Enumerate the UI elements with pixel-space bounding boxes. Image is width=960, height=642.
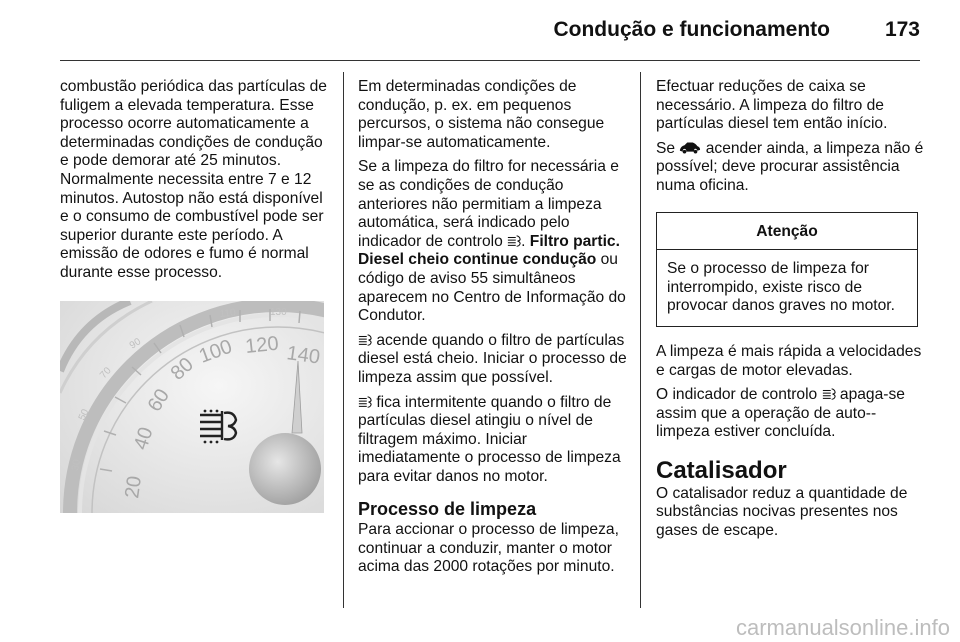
page-number: 173 (884, 18, 920, 41)
diesel-particle-filter-icon (507, 234, 521, 248)
column-divider (640, 72, 641, 608)
paragraph: Em determinadas condições de condução, p. ex. em pequenos percursos, o sistema não consegue limpar-se automaticamente. (358, 78, 605, 151)
diesel-particle-filter-icon (358, 395, 372, 409)
paragraph: Efectuar reduções de caixa se necessário. A limpeza do filtro de partículas diesel tem então início. (656, 78, 888, 133)
driver-message-text: Filtro partic. Diesel cheio continue condução (358, 232, 620, 269)
paragraph-text: acende quando o filtro de partículas diesel está cheio. Iniciar o processo de limpeza assim que possível. (358, 331, 627, 386)
paragraph-text: fica intermitente quando o filtro de partículas diesel atingiu o nível de filtragem máximo. Iniciar imediatamente o processo de limpeza para evitar danos no motor. (358, 393, 621, 485)
diesel-particle-filter-icon (822, 387, 836, 401)
gauge-label: 110 (219, 306, 237, 320)
paragraph: Para accionar o processo de limpeza, continuar a conduzir, manter o motor acima das 2000 rotações por minuto. (358, 521, 619, 576)
gauge-label: 140 (285, 341, 322, 369)
paragraph (358, 332, 628, 388)
subsection-heading: Processo de limpeza (358, 499, 537, 520)
gauge-label: 80 (166, 353, 198, 385)
paragraph-text: acender ainda, a limpeza não é possível; deve procurar assistência numa oficina. (656, 139, 924, 194)
column-3 (656, 78, 924, 546)
gauge-label: 90 (127, 335, 144, 352)
gauge-label: 20 (121, 474, 147, 500)
column-2 (358, 78, 628, 583)
paragraph: A limpeza é mais rápida a velocidades e cargas de motor elevadas. (656, 342, 922, 379)
warning-body: Se o processo de limpeza for interrompido, existe risco de provocar danos graves no motor. (667, 260, 895, 315)
service-vehicle-icon (679, 141, 701, 155)
paragraph-text: O indicador de controlo (656, 386, 822, 404)
paragraph (656, 386, 924, 442)
gauge-label: 60 (143, 384, 175, 416)
gauge-pointer-hub (249, 433, 321, 505)
watermark: carmanualsonline.info (735, 615, 950, 640)
paragraph (358, 394, 628, 487)
paragraph: O catalisador reduz a quantidade de substâncias nocivas presentes nos gases de escape. (656, 484, 908, 539)
warning-title: Atenção (657, 213, 917, 251)
paragraph: combustão periódica das partículas de fuligem a elevada temperatura. Esse processo ocorre automaticamente a determinadas condições de condução e pode demorar até 25 minutos. (60, 78, 327, 170)
paragraph-text: . (521, 232, 530, 250)
paragraph-text: Se a limpeza do filtro for necessária e se as condições de condução anteriores não permitiam a limpeza automática, será indicado pelo indicador de controlo (358, 158, 619, 250)
column-divider (343, 72, 344, 608)
gauge-label: 30 (70, 458, 83, 472)
paragraph (656, 140, 924, 196)
gauge-label: 40 (129, 424, 158, 453)
header-rule (60, 60, 920, 61)
gauge-label: 100 (196, 335, 236, 368)
paragraph-text: Se (656, 139, 680, 157)
gauge-label: 50 (76, 407, 92, 422)
gauge-label: 130 (270, 306, 287, 318)
page-header-title: Condução e funcionamento (553, 18, 830, 41)
paragraph (358, 158, 628, 325)
paragraph: Normalmente necessita entre 7 e 12 minutos. Autostop não está disponível e o consumo de combustível pode ser superior durante este período. A emissão de odores e fumo é normal durante esse processo. (60, 170, 324, 281)
gauge-label: 70 (98, 364, 114, 381)
gauge-label: 120 (244, 332, 280, 358)
gauge-illustration (60, 301, 324, 513)
warning-box (656, 212, 918, 327)
instrument-gauge-figure (60, 301, 324, 513)
section-heading: Catalisador (656, 456, 787, 484)
column-1 (60, 78, 332, 513)
paragraph-text: apaga-se assim que a operação de auto--limpeza estiver concluída. (656, 386, 905, 441)
paragraph-text: ou código de aviso 55 simultâneos aparecem no Centro de Informação do Condutor. (358, 251, 626, 325)
diesel-particle-filter-icon (358, 333, 372, 347)
